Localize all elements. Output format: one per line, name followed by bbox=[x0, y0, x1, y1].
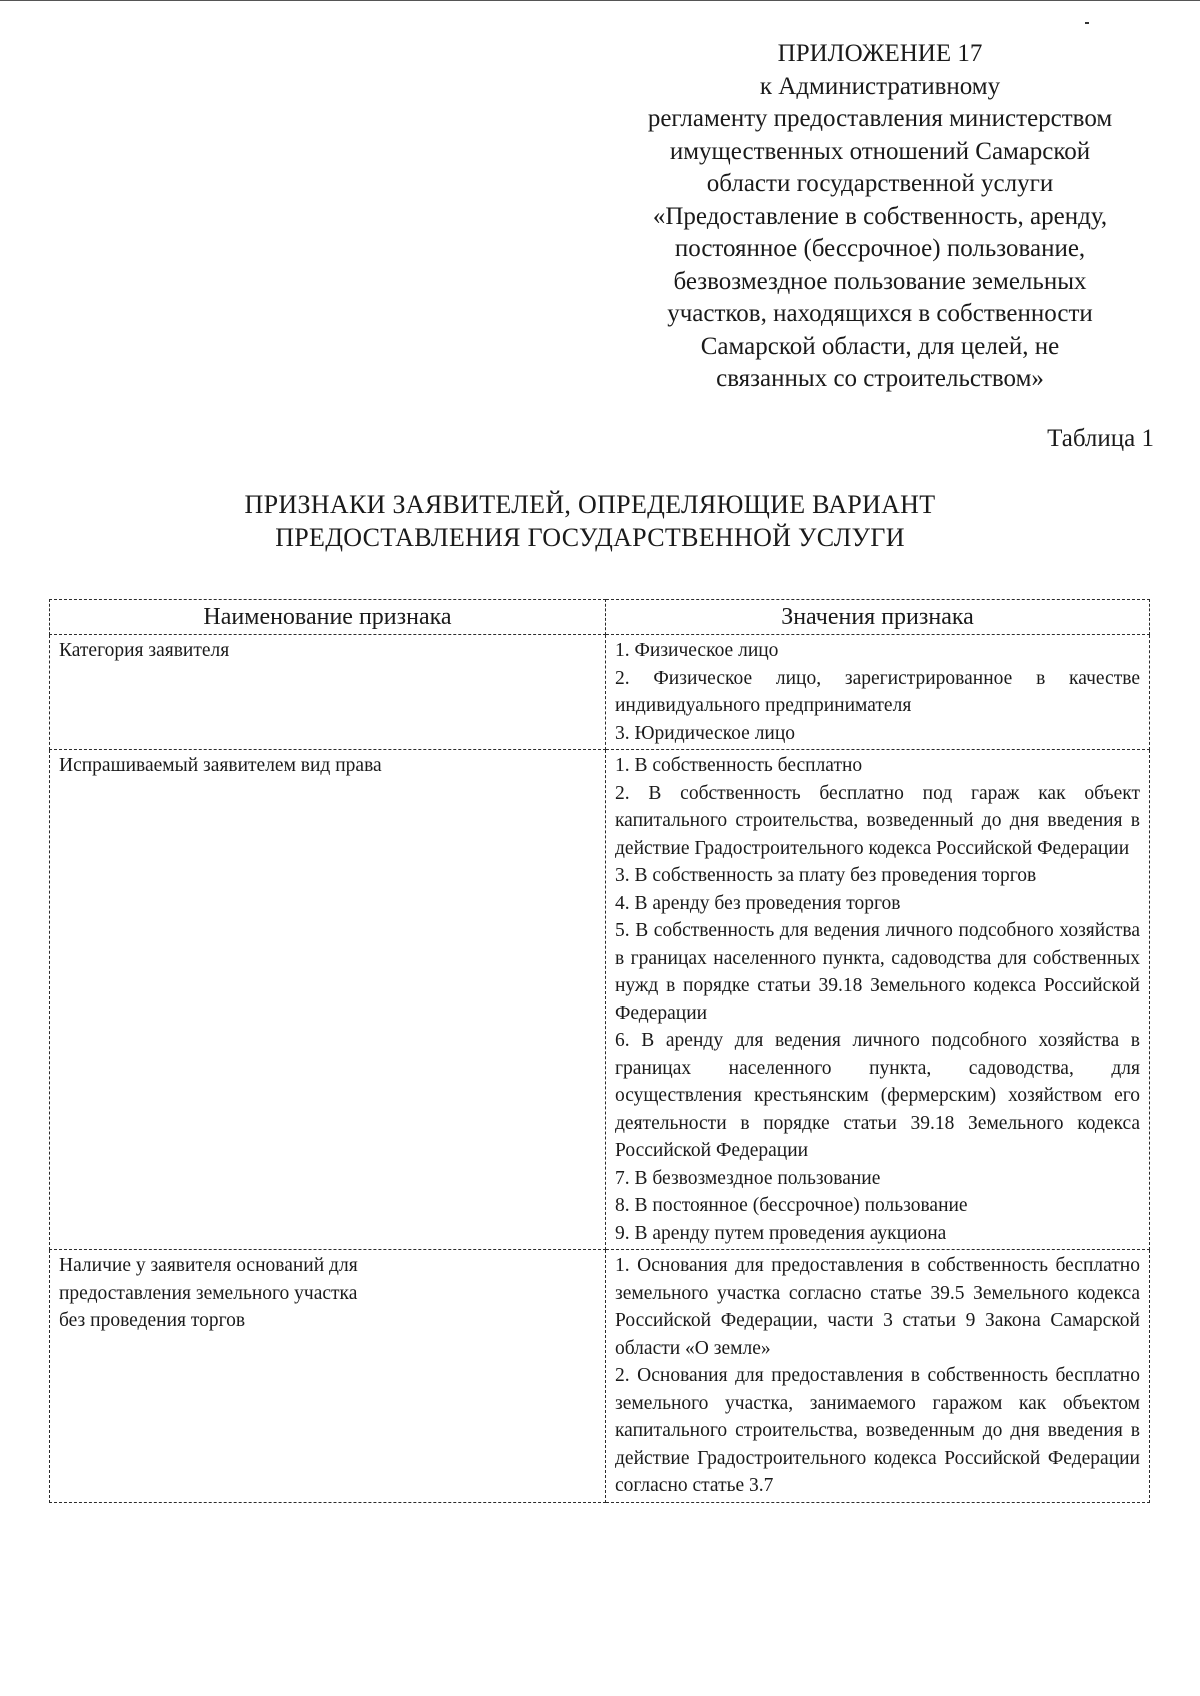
value-item: 1. Физическое лицо bbox=[615, 640, 779, 661]
appendix-line: ПРИЛОЖЕНИЕ 17 bbox=[777, 40, 983, 67]
appendix-header bbox=[600, 38, 1160, 396]
appendix-line: связанных со строительством» bbox=[716, 365, 1044, 392]
attribute-name-line: Испрашиваемый заявителем вид права bbox=[59, 755, 382, 776]
table-header-row bbox=[50, 600, 1150, 635]
value-item: 1. Основания для предоставления в собственность бесплатно земельного участка согласно статье 39.5 Земельного кодекса Российской Федерации, части 3 статьи 9 Закона Самарской области «О земле» bbox=[615, 1255, 1140, 1359]
table-row bbox=[50, 750, 1150, 1250]
appendix-line: имущественных отношений Самарской bbox=[669, 137, 1091, 165]
value-item: 3. Юридическое лицо bbox=[615, 722, 796, 744]
attribute-name-cell bbox=[50, 635, 606, 750]
appendix-line: регламенту предоставления министерством bbox=[647, 105, 1113, 132]
appendix-line: к Административному bbox=[759, 72, 1001, 100]
column-header-attribute-values: Значения признака bbox=[606, 600, 1150, 635]
value-item: 5. В собственность для ведения личного подсобного хозяйства в границах населенного пункта, садоводства для собственных нужд в порядке статьи 39.18 Земельного кодекса Российской Федерации bbox=[615, 920, 1140, 1024]
attributes-table bbox=[49, 599, 1150, 1503]
attribute-name-line: предоставления земельного участка bbox=[59, 1282, 358, 1304]
attribute-values-cell bbox=[606, 635, 1150, 750]
value-item: 2. Физическое лицо, зарегистрированное в качестве индивидуального предпринимателя bbox=[615, 667, 1140, 716]
value-item: 3. В собственность за плату без проведения торгов bbox=[615, 865, 1037, 886]
attribute-values-cell bbox=[606, 750, 1150, 1250]
table-number-label: Таблица 1 bbox=[1047, 425, 1154, 452]
attribute-name-line: без проведения торгов bbox=[59, 1310, 246, 1331]
value-item: 7. В безвозмездное пользование bbox=[615, 1167, 881, 1189]
value-item: 1. В собственность бесплатно bbox=[615, 755, 863, 776]
attribute-name-cell bbox=[50, 750, 606, 1250]
attribute-name-line: Наличие у заявителя оснований для bbox=[59, 1255, 358, 1276]
title-line: ПРЕДОСТАВЛЕНИЯ ГОСУДАРСТВЕННОЙ УСЛУГИ bbox=[275, 523, 905, 552]
appendix-line: безвозмездное пользование земельных bbox=[673, 267, 1087, 295]
attribute-name-cell bbox=[50, 1250, 606, 1503]
value-item: 2. Основания для предоставления в собственность бесплатно земельного участка, занимаемого гаражом как объектом капитального строительства, возведенным до дня введения в действие Градостроительного кодекса Российской Федерации согласно статье 3.7 bbox=[615, 1365, 1140, 1496]
title-line: ПРИЗНАКИ ЗАЯВИТЕЛЕЙ, ОПРЕДЕЛЯЮЩИЕ ВАРИАНТ bbox=[244, 490, 936, 519]
document-title bbox=[90, 488, 1090, 554]
appendix-line: участков, находящихся в собственности bbox=[667, 300, 1093, 327]
value-item: 4. В аренду без проведения торгов bbox=[615, 892, 901, 914]
appendix-line: постоянное (бессрочное) пользование, bbox=[674, 235, 1086, 262]
table-row bbox=[50, 635, 1150, 750]
page-top-edge bbox=[0, 0, 1200, 1]
value-item: 9. В аренду путем проведения аукциона bbox=[615, 1222, 947, 1244]
value-item: 8. В постоянное (бессрочное) пользование bbox=[615, 1195, 968, 1216]
attribute-values-cell bbox=[606, 1250, 1150, 1503]
column-header-attribute-name: Наименование признака bbox=[50, 600, 606, 635]
attribute-name-line: Категория заявителя bbox=[59, 640, 230, 661]
scan-speck bbox=[1085, 22, 1089, 24]
appendix-line: «Предоставление в собственность, аренду, bbox=[652, 202, 1108, 230]
value-item: 6. В аренду для ведения личного подсобного хозяйства в границах населенного пункта, садоводства, для осуществления крестьянским (фермерским) хозяйством его деятельности в порядке статьи 39.18 Земельного кодекса Российской Федерации bbox=[615, 1030, 1140, 1161]
appendix-line: Самарской области, для целей, не bbox=[700, 332, 1060, 360]
appendix-line: области государственной услуги bbox=[706, 170, 1054, 197]
table-row bbox=[50, 1250, 1150, 1503]
value-item: 2. В собственность бесплатно под гараж как объект капитального строительства, возведенный до дня введения в действие Градостроительного кодекса Российской Федерации bbox=[615, 782, 1140, 859]
